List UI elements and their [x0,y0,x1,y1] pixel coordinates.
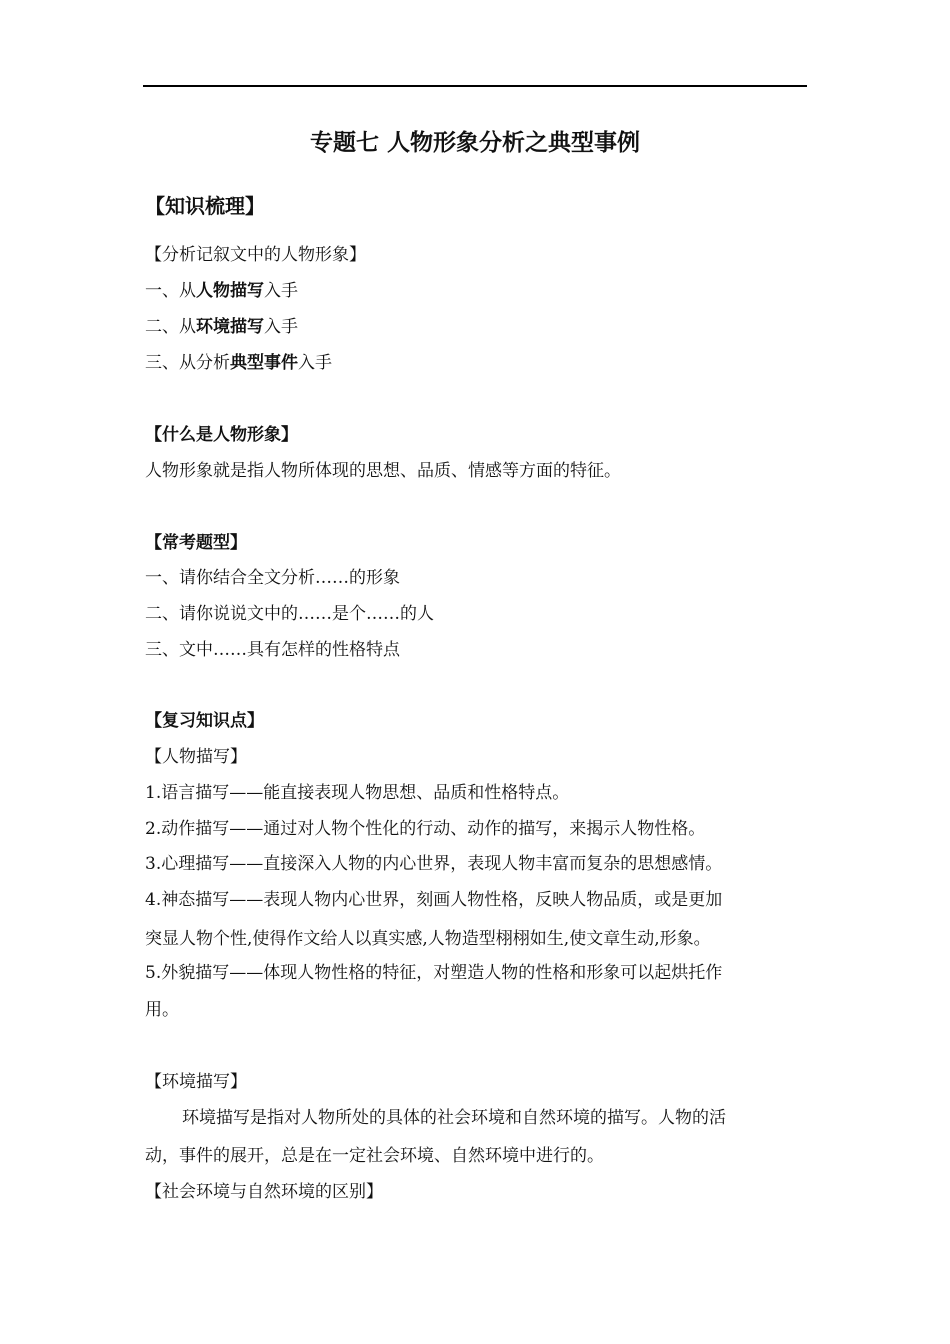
knowledge-heading: 【知识梳理】 [145,194,265,218]
item-suffix: 入手 [264,317,298,337]
description-line: 3.心理描写——直接深入人物的内心世界，表现人物丰富而复杂的思想感情。 [145,854,723,874]
environment-paragraph-line: 环境描写是指对人物所处的具体的社会环境和自然环境的描写。人物的活 [182,1108,726,1128]
description-line: 突显人物个性,使得作文给人以真实感,人物造型栩栩如生,使文章生动,形象。 [145,929,711,949]
environment-paragraph-line: 动，事件的展开，总是在一定社会环境、自然环境中进行的。 [145,1146,604,1166]
description-line: 5.外貌描写——体现人物性格的特征，对塑造人物的性格和形象可以起烘托作 [145,963,723,983]
item-keyword: 环境描写 [196,317,264,337]
analysis-item [145,316,298,338]
description-line: 2.动作描写——通过对人物个性化的行动、动作的描写，来揭示人物性格。 [145,819,706,839]
description-line: 4.神态描写——表现人物内心世界，刻画人物性格，反映人物品质，或是更加 [145,890,723,910]
character-description-heading: 【人物描写】 [145,747,247,767]
question-type-item: 一、请你结合全文分析……的形象 [145,568,400,588]
description-line: 1.语言描写——能直接表现人物思想、品质和性格特点。 [145,783,570,803]
what-is-heading: 【什么是人物形象】 [145,425,298,445]
analysis-heading: 【分析记叙文中的人物形象】 [145,245,366,265]
question-type-item: 二、请你说说文中的……是个……的人 [145,604,434,624]
item-prefix: 一、从 [145,281,196,301]
description-line: 用。 [145,1000,179,1020]
page-title: 专题七 人物形象分析之典型事例 [309,130,640,156]
what-is-text: 人物形象就是指人物所体现的思想、品质、情感等方面的特征。 [145,461,621,481]
item-suffix: 入手 [264,281,298,301]
analysis-item [145,280,298,302]
item-keyword: 典型事件 [230,353,298,373]
header-rule [143,85,807,87]
environment-heading: 【环境描写】 [145,1072,247,1092]
review-heading: 【复习知识点】 [145,711,264,731]
item-keyword: 人物描写 [196,281,264,301]
question-type-item: 三、文中……具有怎样的性格特点 [145,640,400,660]
item-suffix: 入手 [298,353,332,373]
item-prefix: 二、从 [145,317,196,337]
analysis-item [145,352,332,374]
item-prefix: 三、从分析 [145,353,230,373]
environment-difference-heading: 【社会环境与自然环境的区别】 [145,1182,383,1202]
question-types-heading: 【常考题型】 [145,533,247,553]
